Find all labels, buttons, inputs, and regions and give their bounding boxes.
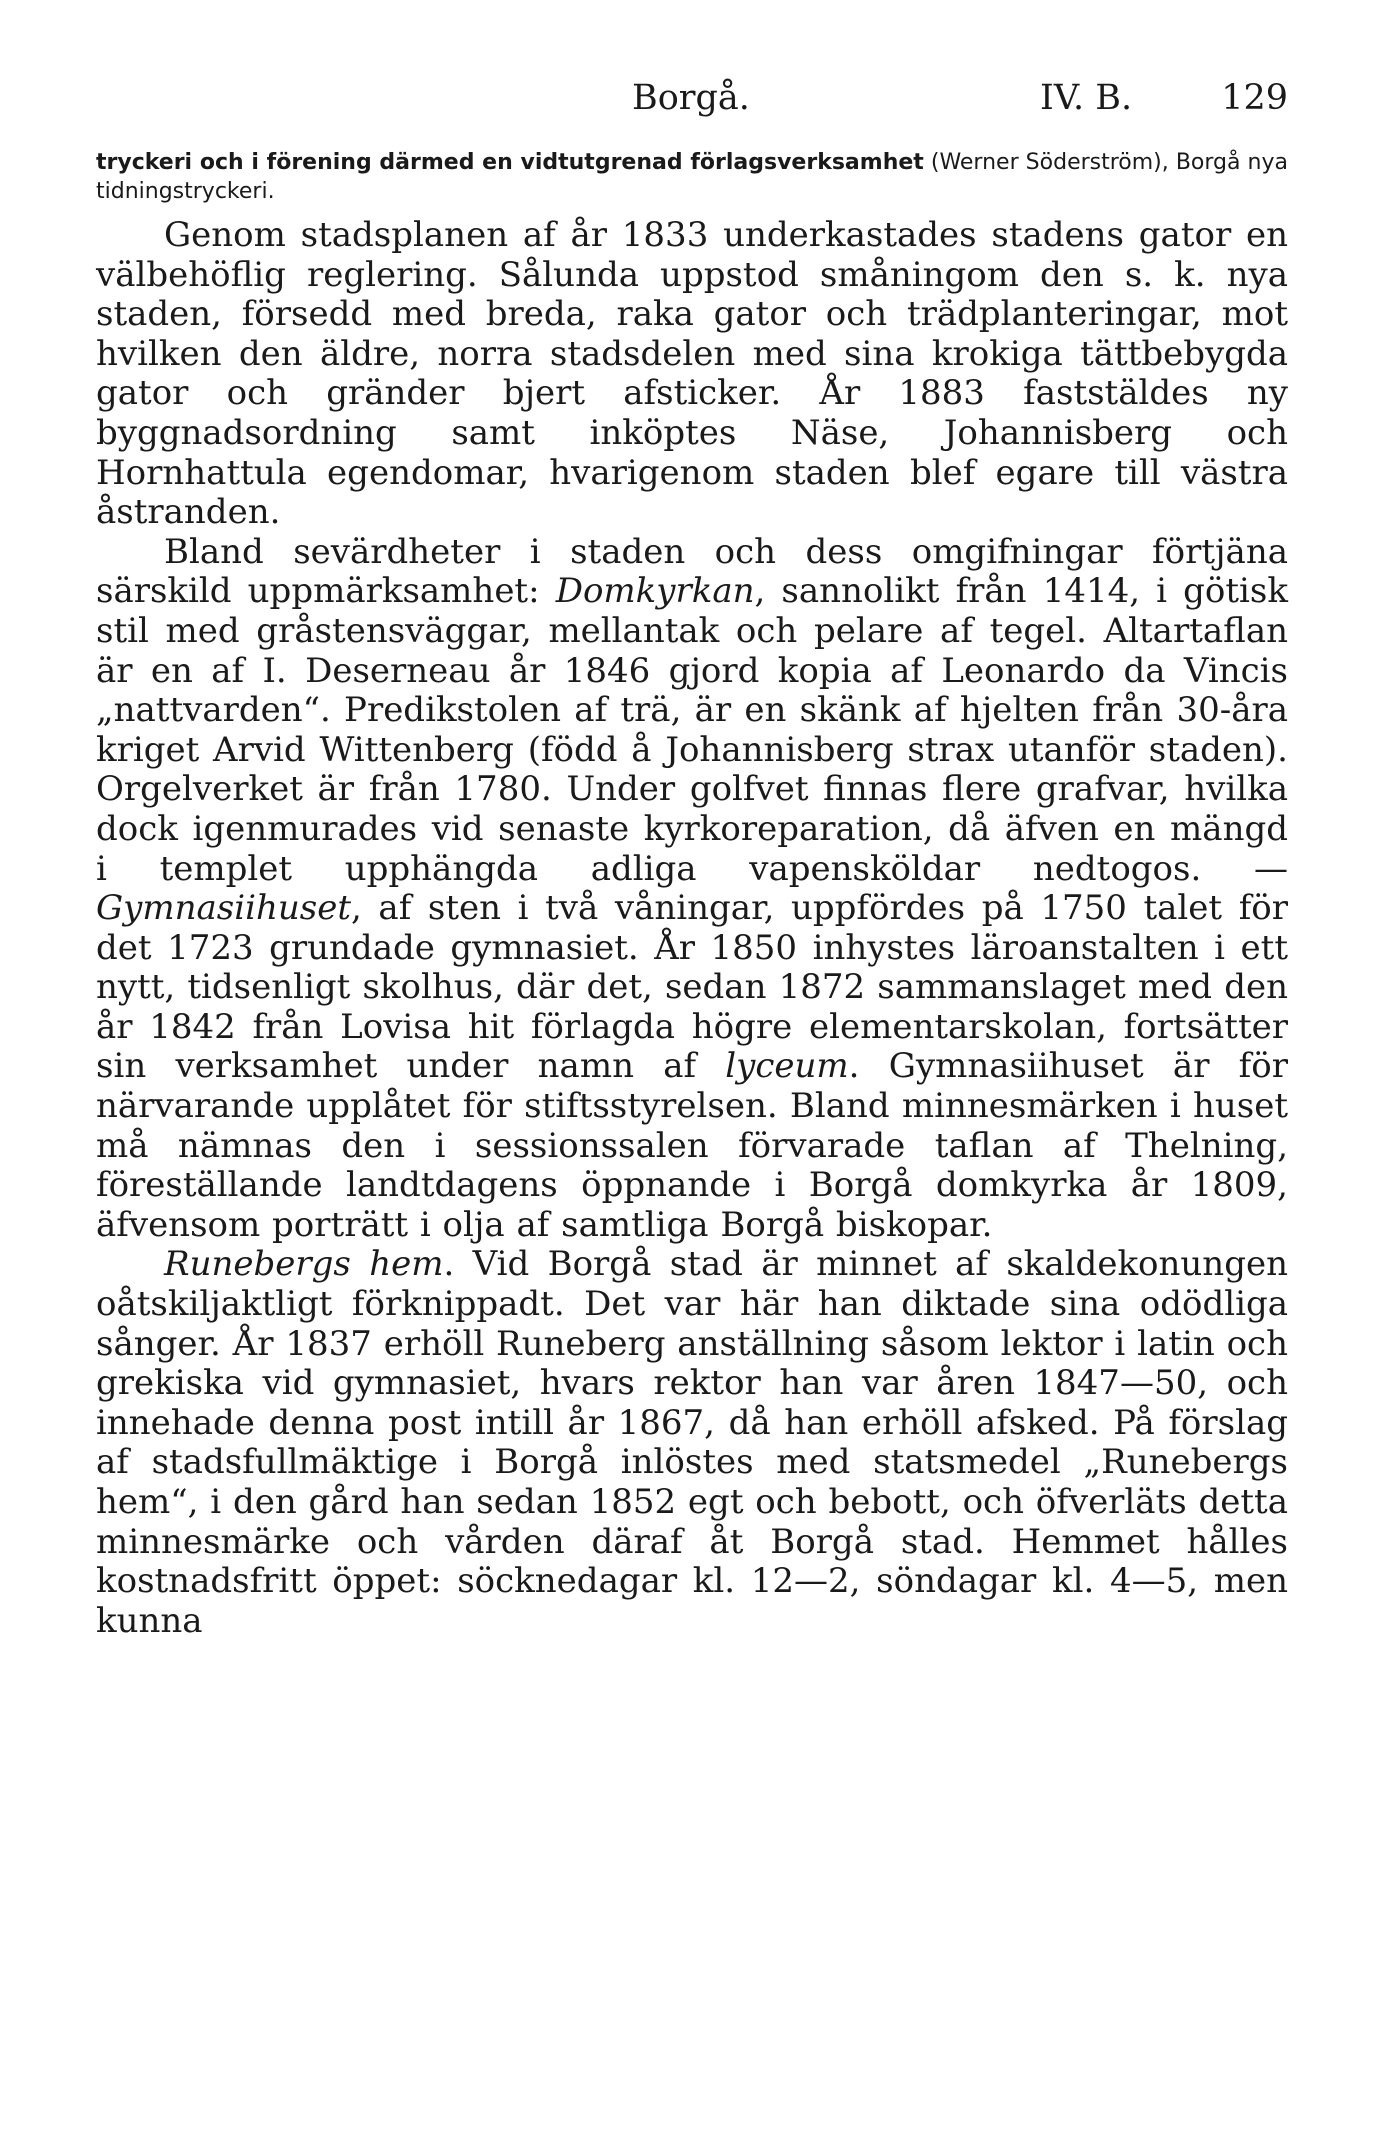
paragraph-town-plan: Genom stadsplanen af år 1833 underkastades stadens gator en välbehöflig reglering. Sålunda uppstod småningom den s. k. nya staden, försedd med breda, raka gator och trädplanteringar, mot hvilken den äldre, norra stadsdelen med sina krokiga tättbebygda gator och gränder bjert afsticker. År 1883 faststäldes ny byggnadsordning samt inköptes Näse, Johannisberg och Hornhattula egendomar, hvarigenom staden blef egare till västra åstranden. — [96, 215, 1288, 533]
emphasis-runebergs-hem: Runebergs hem — [164, 1244, 444, 1285]
header-title: Borgå. — [632, 78, 750, 118]
text-run: Bland sevärdheter i staden och dess omgifningar förtjäna särskild uppmärksamhet: — [96, 531, 1288, 612]
emphasis-lyceum: lyceum — [725, 1046, 849, 1087]
emphasis-gymnasiihuset: Gymnasiihuset — [96, 888, 351, 929]
paragraph-runebergs-hem — [96, 1245, 1288, 1641]
text-run: . Vid Borgå stad är minnet af skaldekonungen oåtskiljaktligt förknippadt. Det var här han diktade sina odödliga sånger. År 1837 erhöll Runeberg anställning såsom lektor i latin och grekiska vid gymnasiet, hvars rektor han var åren 1847—50, och innehade denna post intill år 1867, då han erhöll afsked. På förslag af stadsfullmäktige i Borgå inlöstes med statsmedel „Runebergs hem“, i den gård han sedan 1852 egt och bebott, och öfverläts detta minnesmärke och vården däraf åt Borgå stad. Hemmet hålles kostnadsfritt öppet: söcknedagar kl. 12—2, söndagar kl. 4—5, men kunna — [96, 1244, 1288, 1641]
text-run: . Gymnasiihuset är för närvarande upplåtet för stiftsstyrelsen. Bland minnesmärken i huset må nämnas den i sessionssalen förvarade taflan af Thelning, föreställande landtdagens öppnande i Borgå domkyrka år 1809, äfvensom porträtt i olja af samtliga Borgå biskopar. — [96, 1046, 1288, 1245]
continuation-bold: tryckeri och i förening därmed en vidtutgrenad förlagsverksamhet — [96, 150, 924, 175]
paragraph-sights — [96, 533, 1288, 1246]
continuation-rest: (Werner Söderström), Borgå nya tidningstryckeri. — [96, 150, 1288, 204]
running-header — [96, 78, 1288, 134]
text-run: , sannolikt från 1414, i götisk stil med gråstensväggar, mellantak och pelare af tegel. Altartaflan är en af I. Deserneau år 1846 gjord kopia af Leonardo da Vincis „nattvarden“. Predikstolen af trä, är en skänk af hjelten från 30-åra kriget Arvid Wittenberg (född å Johannisberg strax utanför staden). Orgelverket är från 1780. Under golfvet finnas flere grafvar, hvilka dock igenmurades vid senaste kyrkoreparation, då äfven en mängd i templet upphängda adliga vapensköldar nedtogos. — — [96, 571, 1288, 889]
book-page — [96, 78, 1288, 1641]
page-number: 129 — [1221, 78, 1288, 118]
text-run: , af sten i två våningar, uppfördes på 1750 talet för det 1723 grundade gymnasiet. År 1850 inhystes läroanstalten i ett nytt, tidsenligt skolhus, där det, sedan 1872 sammanslaget med den år 1842 från Lovisa hit förlagda högre elementarskolan, fortsätter sin verksamhet under namn af — [96, 888, 1288, 1087]
continuation-note — [96, 148, 1288, 206]
header-section: IV. B. — [1040, 78, 1133, 118]
emphasis-domkyrkan: Domkyrkan — [555, 571, 755, 612]
